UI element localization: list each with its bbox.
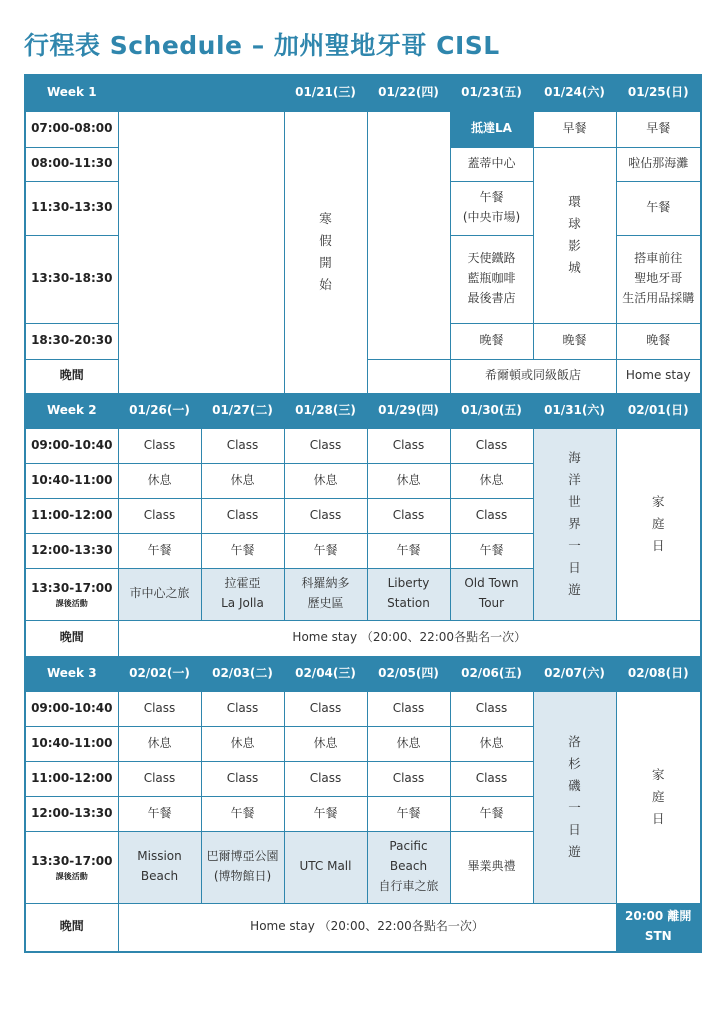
- lunch-cell: 午餐: [201, 796, 284, 831]
- schedule-table: [24, 74, 702, 953]
- break-cell: 休息: [284, 463, 367, 498]
- schedule-cell: 晚餐: [533, 323, 616, 359]
- time-slot: 18:30-20:30: [25, 323, 118, 359]
- blank-cell: [118, 111, 284, 393]
- blank-cell: [367, 111, 450, 359]
- lunch-cell: 午餐: [118, 796, 201, 831]
- time-slot: 11:00-12:00: [25, 761, 118, 796]
- date-header: 02/02(一): [118, 656, 201, 691]
- break-cell: 休息: [450, 463, 533, 498]
- class-cell: Class: [201, 761, 284, 796]
- time-slot: 10:40-11:00: [25, 463, 118, 498]
- date-header: 01/21(三): [284, 75, 367, 111]
- date-header: 02/06(五): [450, 656, 533, 691]
- class-cell: Class: [201, 498, 284, 533]
- class-cell: Class: [450, 498, 533, 533]
- after-school-label: 課後活動: [55, 598, 88, 608]
- class-cell: Class: [284, 761, 367, 796]
- break-cell: 休息: [284, 726, 367, 761]
- hotel-cell: 希爾頓或同級飯店: [450, 359, 616, 393]
- lunch-cell: 午餐: [450, 533, 533, 568]
- class-cell: Class: [118, 498, 201, 533]
- activity-cell: Mission Beach: [118, 831, 201, 903]
- lunch-cell: 午餐: [284, 796, 367, 831]
- schedule-cell: 天使鐵路 藍瓶咖啡 最後書店: [450, 235, 533, 323]
- date-header: 01/25(日): [616, 75, 701, 111]
- family-day-cell: 家庭日: [616, 691, 701, 903]
- page-title: 行程表 Schedule – 加州聖地牙哥 CISL: [24, 31, 500, 60]
- lunch-cell: 午餐: [367, 533, 450, 568]
- schedule-cell: 蓋蒂中心: [450, 147, 533, 181]
- week2-header-row: [25, 393, 701, 428]
- week-label: Week 2: [25, 393, 118, 428]
- break-cell: 休息: [367, 726, 450, 761]
- class-cell: Class: [367, 691, 450, 726]
- departure-cell: 20:00 離開 STN: [616, 903, 701, 952]
- class-cell: Class: [284, 691, 367, 726]
- date-header: 02/04(三): [284, 656, 367, 691]
- break-cell: 休息: [201, 726, 284, 761]
- time-slot: 晚間: [25, 903, 118, 952]
- activity-cell: 科羅納多 歷史區: [284, 568, 367, 620]
- time-slot: 晚間: [25, 359, 118, 393]
- week-label: Week 3: [25, 656, 118, 691]
- class-cell: Class: [118, 691, 201, 726]
- class-cell: Class: [450, 428, 533, 463]
- break-cell: 休息: [118, 726, 201, 761]
- schedule-cell: 早餐: [533, 111, 616, 147]
- la-day-trip-cell: 洛杉磯一日遊: [533, 691, 616, 903]
- table-row: [25, 691, 701, 726]
- class-cell: Class: [201, 691, 284, 726]
- class-cell: Class: [284, 428, 367, 463]
- schedule-cell: 午餐 (中央市場): [450, 181, 533, 235]
- date-header: 02/01(日): [616, 393, 701, 428]
- time-slot: 10:40-11:00: [25, 726, 118, 761]
- break-cell: 休息: [201, 463, 284, 498]
- date-header: 01/27(二): [201, 393, 284, 428]
- table-row: [25, 111, 701, 147]
- time-slot: 13:30-17:00 課後活動: [25, 831, 118, 903]
- date-header: 01/23(五): [450, 75, 533, 111]
- date-header: 01/26(一): [118, 393, 201, 428]
- homestay-cell: Home stay （20:00、22:00各點名一次）: [118, 903, 616, 952]
- week1-header-row: [25, 75, 701, 111]
- family-day-cell: 家庭日: [616, 428, 701, 620]
- activity-cell: 巴爾博亞公園 (博物館日): [201, 831, 284, 903]
- lunch-cell: 午餐: [118, 533, 201, 568]
- date-header: 02/07(六): [533, 656, 616, 691]
- time-slot: 09:00-10:40: [25, 691, 118, 726]
- schedule-cell: 啦佔那海灘: [616, 147, 701, 181]
- date-header: 01/24(六): [533, 75, 616, 111]
- lunch-cell: 午餐: [284, 533, 367, 568]
- activity-cell: Liberty Station: [367, 568, 450, 620]
- time-slot: 07:00-08:00: [25, 111, 118, 147]
- class-cell: Class: [367, 761, 450, 796]
- class-cell: Class: [367, 428, 450, 463]
- after-school-label: 課後活動: [55, 871, 88, 881]
- activity-cell: Old Town Tour: [450, 568, 533, 620]
- schedule-cell: 早餐: [616, 111, 701, 147]
- time-slot: 晚間: [25, 620, 118, 656]
- activity-cell: 市中心之旅: [118, 568, 201, 620]
- class-cell: Class: [367, 498, 450, 533]
- break-cell: 休息: [367, 463, 450, 498]
- time-slot: 08:00-11:30: [25, 147, 118, 181]
- time-slot: 12:00-13:30: [25, 796, 118, 831]
- seaworld-cell: 海洋世界一日遊: [533, 428, 616, 620]
- date-header: 01/28(三): [284, 393, 367, 428]
- activity-cell: 拉霍亞 La Jolla: [201, 568, 284, 620]
- break-cell: 休息: [118, 463, 201, 498]
- class-cell: Class: [201, 428, 284, 463]
- class-cell: Class: [118, 761, 201, 796]
- homestay-cell: Home stay （20:00、22:00各點名一次）: [118, 620, 701, 656]
- schedule-cell: 晚餐: [616, 323, 701, 359]
- lunch-cell: 午餐: [450, 796, 533, 831]
- schedule-cell: 晚餐: [450, 323, 533, 359]
- date-header: 02/08(日): [616, 656, 701, 691]
- schedule-cell: Home stay: [616, 359, 701, 393]
- time-slot: 09:00-10:40: [25, 428, 118, 463]
- time-slot: 13:30-18:30: [25, 235, 118, 323]
- time-slot: 12:00-13:30: [25, 533, 118, 568]
- class-cell: Class: [450, 691, 533, 726]
- date-header: 01/22(四): [367, 75, 450, 111]
- blank-cell: [367, 359, 450, 393]
- table-row: [25, 620, 701, 656]
- date-header: 01/31(六): [533, 393, 616, 428]
- graduation-cell: 畢業典禮: [450, 831, 533, 903]
- date-header: 02/03(二): [201, 656, 284, 691]
- arrive-la-cell: 抵達LA: [450, 111, 533, 147]
- class-cell: Class: [450, 761, 533, 796]
- universal-studios-cell: 環球影城: [533, 147, 616, 323]
- time-slot: 13:30-17:00 課後活動: [25, 568, 118, 620]
- time-slot: 11:00-12:00: [25, 498, 118, 533]
- lunch-cell: 午餐: [201, 533, 284, 568]
- winter-break-cell: 寒假開始: [284, 111, 367, 393]
- date-header: 02/05(四): [367, 656, 450, 691]
- week-label: Week 1: [25, 75, 118, 111]
- time-slot: 11:30-13:30: [25, 181, 118, 235]
- week3-header-row: [25, 656, 701, 691]
- class-cell: Class: [284, 498, 367, 533]
- date-header: 01/30(五): [450, 393, 533, 428]
- date-header: 01/29(四): [367, 393, 450, 428]
- lunch-cell: 午餐: [367, 796, 450, 831]
- activity-cell: Pacific Beach 自行車之旅: [367, 831, 450, 903]
- table-row: [25, 903, 701, 952]
- empty-header: [118, 75, 284, 111]
- table-row: [25, 428, 701, 463]
- activity-cell: UTC Mall: [284, 831, 367, 903]
- class-cell: Class: [118, 428, 201, 463]
- schedule-cell: 搭車前往 聖地牙哥 生活用品採購: [616, 235, 701, 323]
- schedule-cell: 午餐: [616, 181, 701, 235]
- break-cell: 休息: [450, 726, 533, 761]
